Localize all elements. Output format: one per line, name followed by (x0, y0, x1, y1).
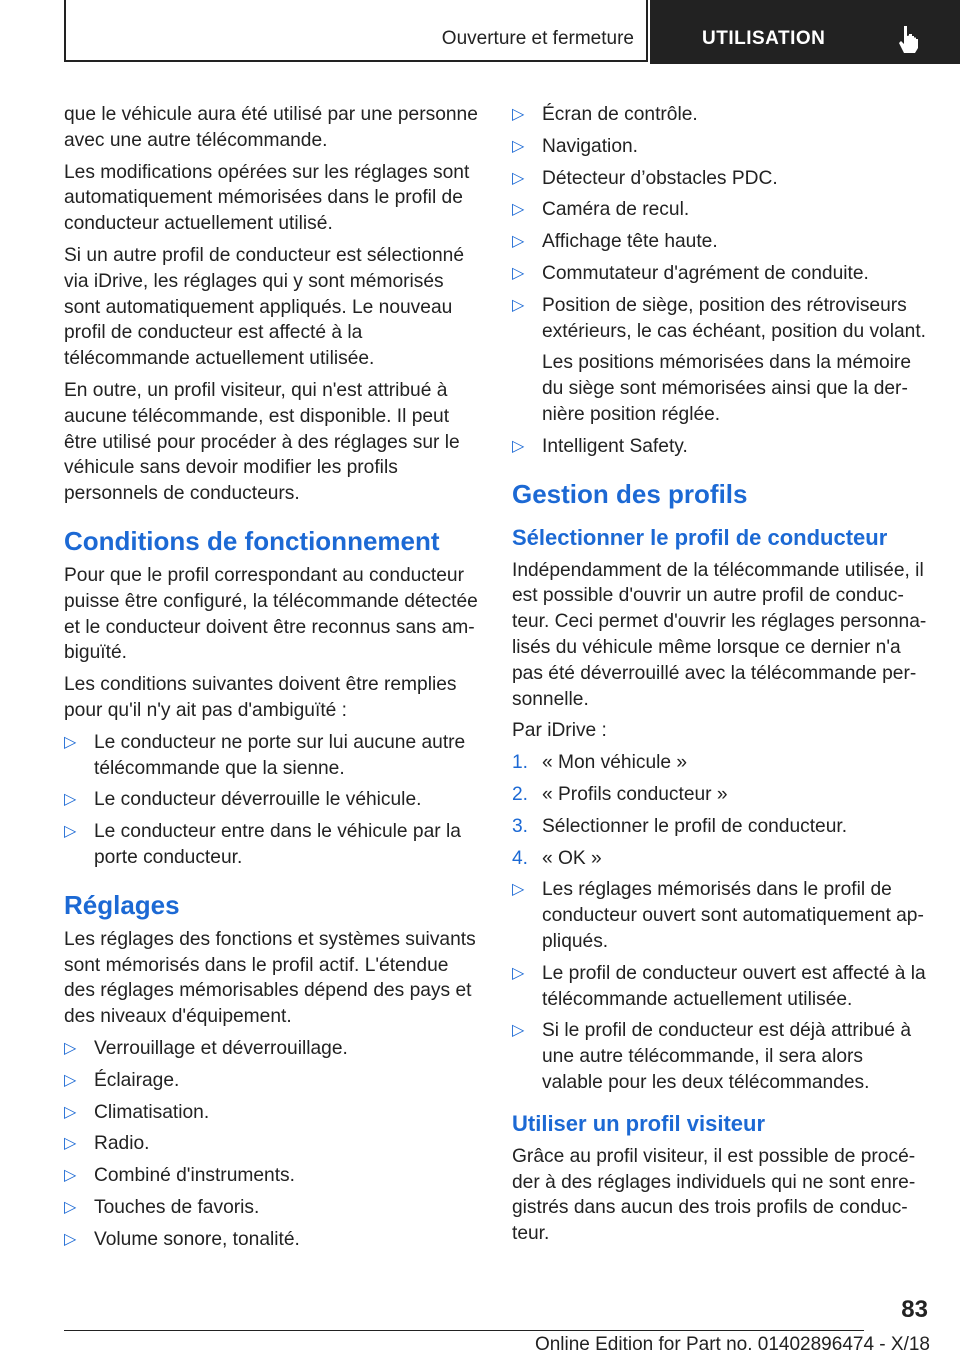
page-header (64, 0, 960, 64)
steps-list (512, 750, 928, 871)
conditions-list (64, 730, 480, 871)
list-item: ▷ Le conducteur ne porte sur lui aucune autre télécommande que la sienne. (64, 731, 466, 779)
paragraph: que le véhicule aura été utilisé par une personne avec une autre télécommande. (64, 104, 478, 151)
list-item: ▷ Le conducteur déverrouille le véhicule. (64, 787, 480, 813)
section-title: Ouverture et fermeture (441, 28, 634, 49)
bullet-triangle-icon: ▷ (512, 169, 525, 187)
bullet-triangle-icon: ▷ (64, 1230, 77, 1248)
bullet-triangle-icon: ▷ (512, 1022, 525, 1040)
chapter-title: UTILISATION (702, 28, 826, 49)
bullet-triangle-icon: ▷ (512, 264, 525, 282)
bullet-triangle-icon: ▷ (512, 964, 525, 982)
list-item: ▷ Touches de favoris. (64, 1195, 480, 1221)
bullet-triangle-icon: ▷ (512, 437, 525, 455)
chapter-tab (650, 0, 960, 64)
left-column (64, 102, 480, 1258)
bullet-triangle-icon: ▷ (512, 106, 525, 123)
settings-list (64, 1036, 480, 1253)
step-item: 2. « Profils conducteur » (512, 783, 728, 805)
list-item: ▷ Intelligent Safety. (512, 434, 928, 460)
list-item: ▷ Les réglages mémorisés dans le profil de conducteur ouvert sont automatiquement appliqués. (512, 879, 924, 952)
list-item: ▷ Commutateur d'agrément de conduite. (512, 261, 928, 287)
bullet-triangle-icon: ▷ (64, 1135, 77, 1153)
list-item: ▷ Volume sonore, tonalité. (64, 1227, 480, 1253)
list-item: ▷ Radio. (64, 1131, 480, 1157)
paragraph: Si un autre profil de conducteur est sélectionné via iDrive, les réglages qui y sont mémorisés sont automatiquement appliqués. Le nouveau profil de conducteur est affecté à la télécommande actuellement utilisée. (64, 244, 464, 370)
list-item: ▷ Combiné d'instruments. (64, 1163, 480, 1189)
bullet-triangle-icon: ▷ (64, 1167, 77, 1185)
page-number: 83 (901, 1296, 928, 1323)
paragraph: Par iDrive : (512, 720, 607, 742)
paragraph: Les modifications opérées sur les réglages sont automatiquement mémorisées dans le profil de conducteur actuellement utilisé. (64, 161, 470, 235)
footer-edition: Online Edition for Part no. 01402896474 - X/18 (534, 1334, 930, 1355)
list-item: ▷ Caméra de recul. (512, 197, 928, 223)
right-column (512, 102, 928, 1253)
section-tab (64, 0, 648, 62)
heading-gestion: Gestion des profils (512, 478, 748, 509)
list-item: ▷ Éclairage. (64, 1068, 480, 1094)
paragraph: Les conditions suivantes doivent être remplies pour qu'il n'y ait pas d'ambiguïté : (64, 674, 457, 721)
seat-memory-note: Les positions mémorisées dans la mémoire du siège sont mémorisées ainsi que la dernière position réglée. (542, 352, 911, 425)
paragraph: Indépendamment de la télécommande utilisée, il est possible d'ouvrir un autre profil de conducteur. Ceci permet d'ouvrir les réglages personnalisés du véhicule même lorsque ce dernier n'a pas été déverrouillé avec la télécommande personnelle. (512, 559, 927, 710)
list-item: ▷ Détecteur d’obstacles PDC. (512, 166, 928, 192)
heading-select-profile: Sélectionner le profil de conducteur (512, 524, 888, 550)
heading-visitor-profile: Utiliser un profil visiteur (512, 1110, 766, 1136)
bullet-triangle-icon: ▷ (512, 296, 525, 314)
bullet-triangle-icon: ▷ (64, 791, 77, 809)
settings-list-continued (512, 102, 928, 460)
bullet-triangle-icon: ▷ (64, 1198, 77, 1216)
bullet-triangle-icon: ▷ (64, 823, 77, 841)
bullet-triangle-icon: ▷ (64, 733, 77, 751)
step-item: 1. « Mon véhicule » (512, 752, 688, 774)
bullet-triangle-icon: ▷ (64, 1039, 77, 1057)
heading-conditions: Conditions de fonctionnement (64, 525, 440, 556)
bullet-triangle-icon: ▷ (512, 201, 525, 219)
bullet-triangle-icon: ▷ (512, 233, 525, 251)
list-item: ▷ Position de siège, position des rétroviseurs extérieurs, le cas échéant, position du volant. Les positions mémorisées dans la mémoire du siège sont mémorisées ainsi que la dernière position réglée. (512, 293, 928, 428)
step-item: 3. Sélectionner le profil de conducteur. (512, 815, 848, 837)
paragraph: En outre, un profil visiteur, qui n'est attribué à aucune télécommande, est disponible. Il peut être utilisé pour procéder à des réglages sur le véhicule sans devoir modifier les profils personnels de conducteurs. (64, 379, 460, 505)
paragraph: Pour que le profil correspondant au conducteur puisse être configuré, la télécommande détectée et le conducteur doivent être reconnus sans ambiguïté. (64, 564, 478, 664)
bullet-triangle-icon: ▷ (64, 1071, 77, 1089)
list-item: ▷ Verrouillage et déverrouillage. (64, 1036, 480, 1062)
bullet-triangle-icon: ▷ (512, 137, 525, 155)
results-list (512, 877, 928, 1095)
paragraph: Les réglages des fonctions et systèmes suivants sont mémorisés dans le profil actif. L'étendue des réglages mémorisables dépend des pays et des niveaux d'équipement. (64, 928, 476, 1028)
list-item: ▷ Climatisation. (64, 1100, 480, 1126)
paragraph: Grâce au profil visiteur, il est possible de procéder à des réglages individuels qui ne sont enregistrés dans aucun des trois profils de conducteur. (512, 1145, 916, 1245)
hand-pointer-icon (896, 24, 920, 54)
bullet-triangle-icon: ▷ (512, 881, 525, 899)
step-item: 4. « OK » (512, 847, 602, 869)
list-item: ▷ Le conducteur entre dans le véhicule par la porte conducteur. (64, 821, 461, 868)
list-item: ▷ Affichage tête haute. (512, 229, 928, 255)
footer-divider (64, 1330, 864, 1331)
heading-reglages: Réglages (64, 889, 180, 920)
list-item: ▷ Le profil de conducteur ouvert est affecté à la télécommande actuellement utilisée. (512, 962, 926, 1010)
list-item: ▷ Navigation. (512, 134, 928, 160)
list-item: ▷ Si le profil de conducteur est déjà attribué à une autre télécommande, il sera alors valable pour les deux télécommandes. (512, 1020, 912, 1093)
list-item: ▷ Écran de contrôle. (512, 102, 928, 128)
bullet-triangle-icon: ▷ (64, 1103, 77, 1121)
